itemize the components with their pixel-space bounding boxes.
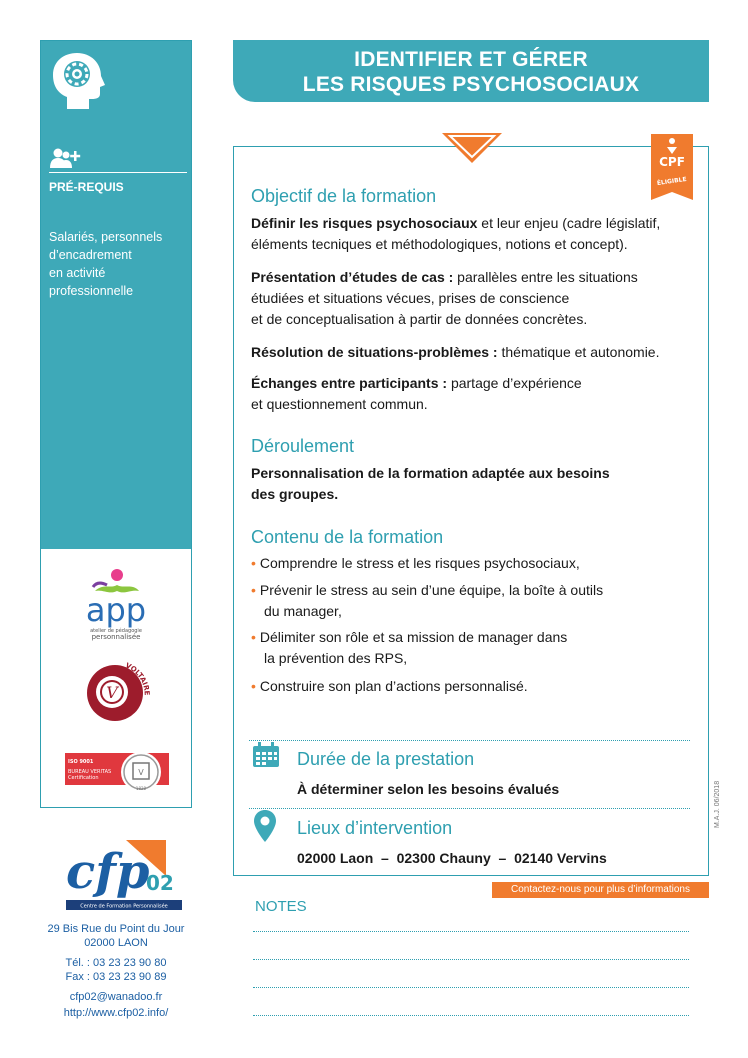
- prereq-text: [49, 228, 179, 300]
- prereq-line: en activité: [49, 266, 106, 280]
- head-gear-icon: [47, 47, 107, 113]
- cfp02-logo: [66, 836, 186, 916]
- contact-banner: Contactez-nous pour plus d’informations: [492, 882, 709, 898]
- prereq-line: d’encadrement: [49, 248, 132, 262]
- objectif-paragraph-2: [251, 267, 701, 330]
- fax: Fax : 03 23 23 90 89: [65, 971, 167, 983]
- phone: Tél. : 03 23 23 90 80: [65, 957, 167, 969]
- svg-text:V: V: [138, 768, 144, 777]
- duree-text: À déterminer selon les besoins évalués: [297, 781, 560, 797]
- iso-certification-logo: [65, 747, 169, 797]
- down-triangle-icon: [442, 133, 502, 167]
- objectif-paragraph-1: [251, 213, 701, 255]
- sidebar-panel: [41, 41, 191, 549]
- list-item: [251, 553, 580, 574]
- location-pin-icon: [254, 810, 276, 842]
- duree-title: Durée de la prestation: [297, 749, 475, 769]
- list-item-text: Délimiter son rôle et sa mission de manager dans: [259, 629, 568, 645]
- paragraph-text: Personnalisation de la formation adaptée aux besoins: [251, 465, 610, 481]
- title-line: IDENTIFIER ET GÉRER: [354, 48, 588, 71]
- notes-line: [253, 959, 689, 960]
- calendar-icon: [252, 742, 280, 768]
- notes-line: [253, 987, 689, 988]
- lieux-text: 02000 Laon – 02300 Chauny – 02140 Vervins: [297, 850, 607, 866]
- list-item: [251, 676, 528, 697]
- update-date: M.A.J. 06/2018: [714, 780, 721, 828]
- deroulement-text: [251, 463, 701, 505]
- paragraph-text: parallèles entre les situations: [453, 269, 638, 285]
- bullet-icon: •: [251, 629, 256, 645]
- iso-year: 1828: [135, 786, 147, 791]
- bold-lead: Résolution de situations-problèmes :: [251, 344, 498, 360]
- notes-line: [253, 1015, 689, 1016]
- deroulement-title: Déroulement: [251, 436, 355, 456]
- list-item-text: Construire son plan d’actions personnalisé.: [259, 678, 528, 694]
- bold-lead: Définir les risques psychosociaux: [251, 215, 478, 231]
- cpf-eligible-badge: [651, 134, 693, 200]
- email-link[interactable]: cfp02@wanadoo.fr: [69, 991, 163, 1003]
- cpf-eligible: ÉLIGIBLE: [656, 175, 688, 188]
- prereq-title: PRÉ-REQUIS: [49, 180, 124, 194]
- add-user-icon: [49, 147, 83, 169]
- lieux-title: Lieux d’intervention: [297, 818, 453, 838]
- address-line-1: 29 Bis Rue du Point du Jour: [47, 923, 185, 935]
- app-logo-text: app: [85, 591, 147, 629]
- list-item-text: la prévention des RPS,: [264, 650, 408, 666]
- address-line-2: 02000 LAON: [84, 937, 148, 949]
- paragraph-text: et questionnement commun.: [251, 396, 428, 412]
- bold-lead: Échanges entre participants :: [251, 375, 448, 391]
- app-logo: [81, 561, 151, 641]
- page-title: [233, 40, 709, 102]
- divider: [249, 808, 690, 809]
- iso-text: BUREAU VERITAS: [68, 769, 112, 775]
- sidebar: [40, 40, 192, 808]
- paragraph-text: thématique et autonomie.: [497, 344, 660, 360]
- prereq-line: professionnelle: [49, 284, 134, 298]
- list-item: [251, 580, 603, 622]
- paragraph-text: et de conceptualisation à partir de données concrètes.: [251, 311, 588, 327]
- website-link[interactable]: http://www.cfp02.info/: [63, 1007, 169, 1019]
- paragraph-text: et leur enjeu (cadre législatif,: [477, 215, 661, 231]
- paragraph-text: partage d’expérience: [447, 375, 582, 391]
- notes-title: NOTES: [255, 898, 307, 915]
- divider: [249, 740, 690, 741]
- bold-lead: Présentation d’études de cas :: [251, 269, 454, 285]
- contenu-title: Contenu de la formation: [251, 527, 444, 547]
- voltaire-logo: [85, 659, 151, 729]
- objectif-paragraph-4: [251, 373, 701, 415]
- prereq-line: Salariés, personnels: [49, 230, 163, 244]
- bullet-icon: •: [251, 582, 256, 598]
- iso-text: Certification: [68, 775, 99, 781]
- objectif-paragraph-3: [251, 342, 701, 363]
- app-logo-sub: personnalisée: [91, 633, 141, 641]
- list-item-text: du manager,: [264, 603, 342, 619]
- list-item: [251, 627, 567, 669]
- paragraph-text: des groupes.: [251, 486, 339, 502]
- cpf-label: CPF: [659, 155, 685, 169]
- bullet-icon: •: [251, 555, 256, 571]
- cfp-logo-number: 02: [146, 871, 174, 895]
- list-item-text: Comprendre le stress et les risques psychosociaux,: [259, 555, 580, 571]
- paragraph-text: éléments tecniques et méthodologiques, notions et concept).: [251, 236, 628, 252]
- bullet-icon: •: [251, 678, 256, 694]
- paragraph-text: étudiées et situations vécues, prises de conscience: [251, 290, 570, 306]
- svg-text:V: V: [106, 683, 118, 702]
- voltaire-logo-text: VOLTAIRE: [124, 661, 151, 696]
- prereq-divider: [49, 172, 187, 173]
- notes-line: [253, 931, 689, 932]
- cfp-logo-text: cfp: [66, 844, 150, 900]
- objectif-title: Objectif de la formation: [251, 186, 437, 206]
- cfp-logo-tagline: Centre de Formation Personnalisée: [80, 903, 168, 910]
- title-line: LES RISQUES PSYCHOSOCIAUX: [302, 73, 640, 96]
- iso-text: ISO 9001: [68, 759, 94, 765]
- list-item-text: Prévenir le stress au sein d’une équipe, la boîte à outils: [259, 582, 604, 598]
- app-logo-sub: atelier de pédagogie: [90, 628, 142, 634]
